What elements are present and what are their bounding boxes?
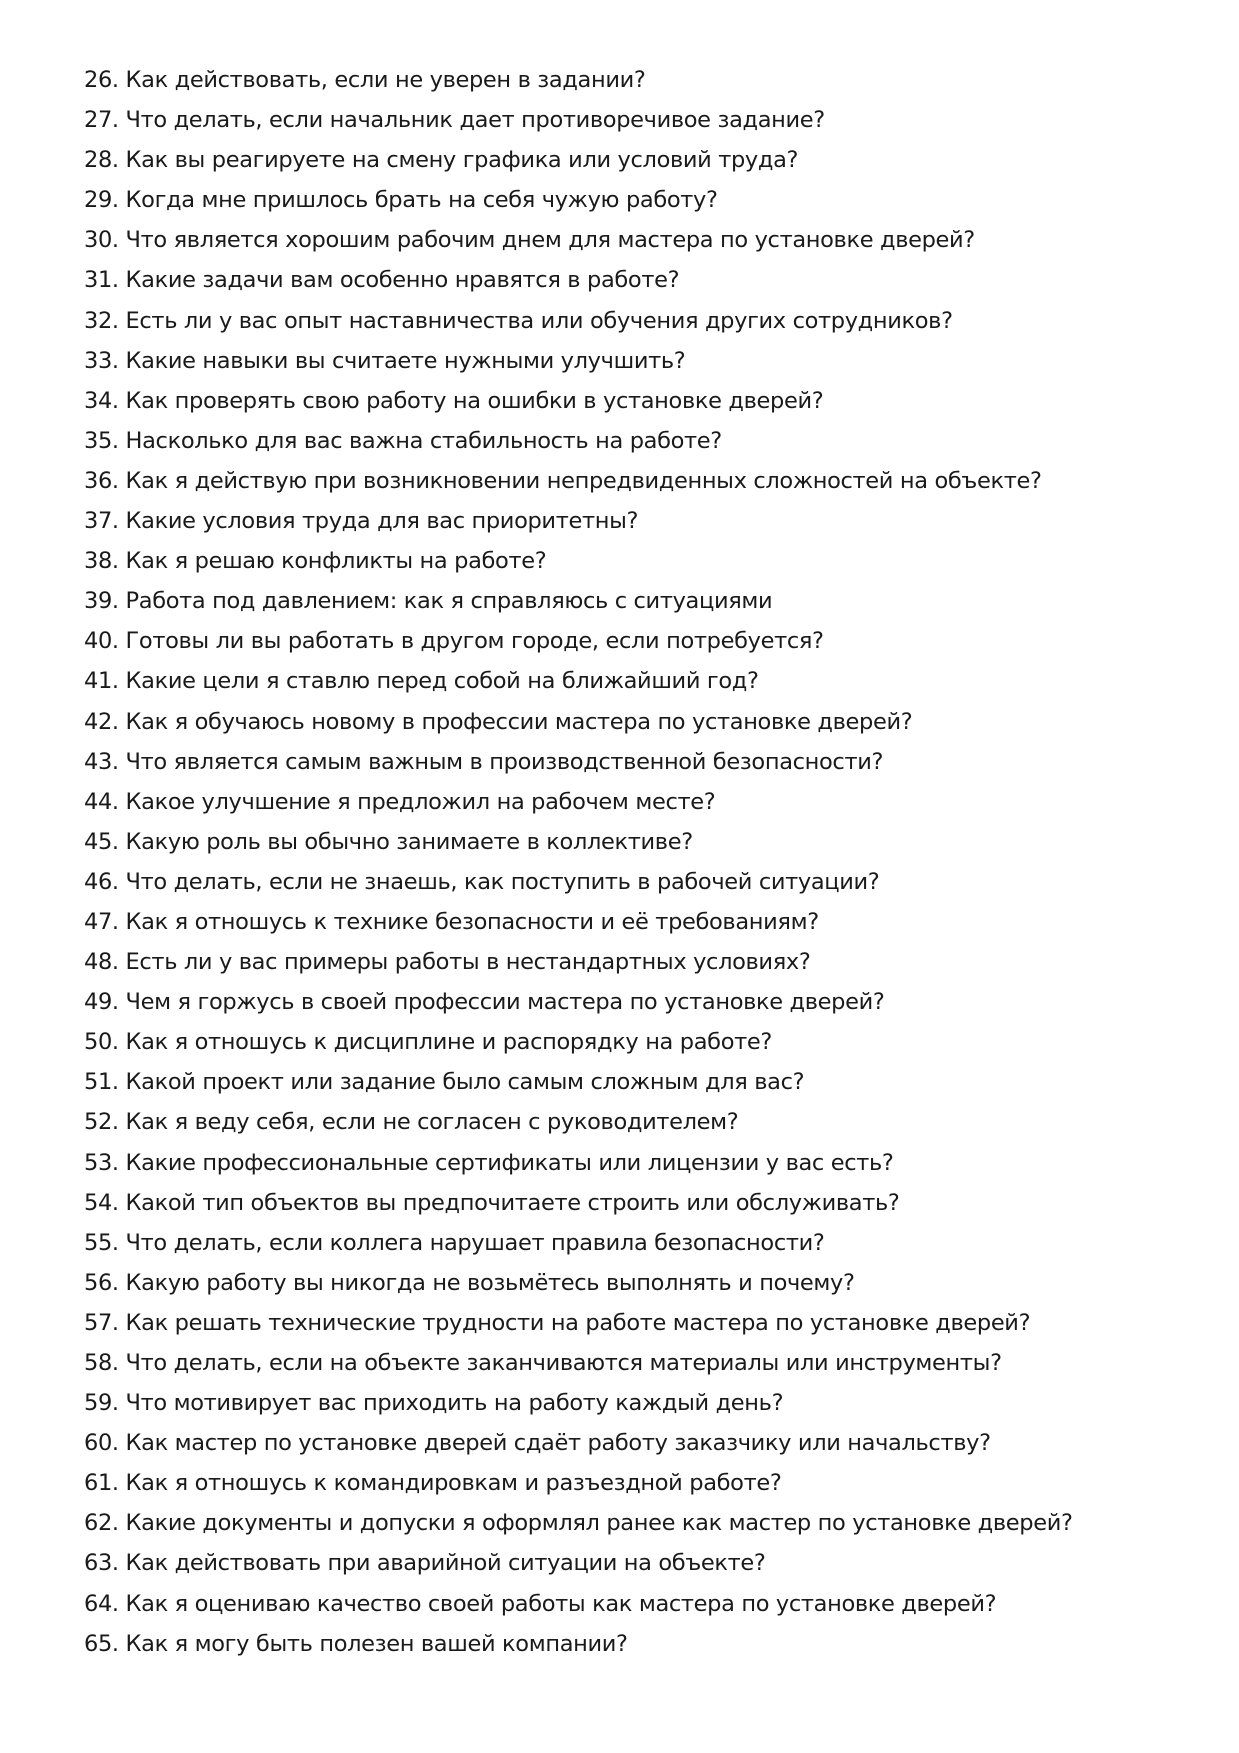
list-item: [84, 1102, 1073, 1142]
question-number: 44.: [84, 788, 119, 815]
question-number: 34.: [84, 387, 119, 414]
question-text: Как я обучаюсь новому в профессии мастера по установке дверей?: [125, 708, 913, 735]
question-text: Какие условия труда для вас приоритетны?: [125, 508, 639, 535]
question-number: 61.: [84, 1470, 119, 1497]
question-text: Чем я горжусь в своей профессии мастера по установке дверей?: [125, 989, 885, 1016]
question-number: 53.: [84, 1149, 119, 1176]
list-item: [84, 140, 1073, 180]
list-item: [84, 381, 1073, 421]
question-text: Как я оцениваю качество своей работы как мастера по установке дверей?: [125, 1590, 997, 1617]
question-number: 60.: [84, 1430, 119, 1457]
list-item: [84, 822, 1073, 862]
question-number: 64.: [84, 1590, 119, 1617]
list-item: [84, 1062, 1073, 1102]
list-item: [84, 742, 1073, 782]
list-item: [84, 1263, 1073, 1303]
question-number: 38.: [84, 548, 119, 575]
question-text: Как мастер по установке дверей сдаёт работу заказчику или начальству?: [125, 1430, 991, 1457]
list-item: [84, 100, 1073, 140]
question-number: 37.: [84, 508, 119, 535]
question-number: 29.: [84, 187, 119, 214]
question-text: Что делать, если коллега нарушает правила безопасности?: [125, 1229, 825, 1256]
question-text: Как решать технические трудности на работе мастера по установке дверей?: [125, 1309, 1031, 1336]
list-item: [84, 501, 1073, 541]
question-text: Какие навыки вы считаете нужными улучшить?: [125, 347, 686, 374]
list-item: [84, 461, 1073, 501]
question-number: 36.: [84, 467, 119, 494]
list-item: [84, 1463, 1073, 1503]
question-text: Какую роль вы обычно занимаете в коллективе?: [125, 828, 693, 855]
question-number: 50.: [84, 1029, 119, 1056]
question-text: Какой тип объектов вы предпочитаете строить или обслуживать?: [125, 1189, 900, 1216]
question-text: Что делать, если не знаешь, как поступить в рабочей ситуации?: [125, 868, 880, 895]
question-number: 47.: [84, 908, 119, 935]
question-text: Как проверять свою работу на ошибки в установке дверей?: [125, 387, 824, 414]
question-text: Есть ли у вас опыт наставничества или обучения других сотрудников?: [125, 307, 953, 334]
question-number: 43.: [84, 748, 119, 775]
list-item: [84, 581, 1073, 621]
list-item: [84, 782, 1073, 822]
question-number: 33.: [84, 347, 119, 374]
list-item: [84, 982, 1073, 1022]
list-item: [84, 942, 1073, 982]
question-number: 48.: [84, 949, 119, 976]
question-text: Есть ли у вас примеры работы в нестандартных условиях?: [125, 949, 811, 976]
list-item: [84, 1183, 1073, 1223]
question-text: Что делать, если начальник дает противоречивое задание?: [125, 107, 825, 134]
question-number: 45.: [84, 828, 119, 855]
question-number: 59.: [84, 1390, 119, 1417]
question-number: 27.: [84, 107, 119, 134]
list-item: [84, 1143, 1073, 1183]
question-text: Как я веду себя, если не согласен с руководителем?: [125, 1109, 739, 1136]
question-text: Что мотивирует вас приходить на работу каждый день?: [125, 1390, 784, 1417]
list-item: [84, 1624, 1073, 1664]
question-text: Как действовать, если не уверен в задании?: [125, 67, 646, 93]
question-number: 30.: [84, 227, 119, 254]
list-item: [84, 301, 1073, 341]
question-text: Какие документы и допуски я оформлял ранее как мастер по установке дверей?: [125, 1510, 1073, 1537]
question-number: 31.: [84, 267, 119, 294]
list-item: [84, 702, 1073, 742]
question-text: Какие задачи вам особенно нравятся в работе?: [125, 267, 680, 294]
question-number: 52.: [84, 1109, 119, 1136]
question-number: 28.: [84, 147, 119, 174]
question-number: 63.: [84, 1550, 119, 1577]
question-text: Готовы ли вы работать в другом городе, если потребуется?: [125, 628, 824, 655]
question-number: 65.: [84, 1630, 119, 1657]
question-number: 57.: [84, 1309, 119, 1336]
question-number: 32.: [84, 307, 119, 334]
question-text: Что делать, если на объекте заканчиваются материалы или инструменты?: [125, 1350, 1002, 1376]
list-item: [84, 260, 1073, 300]
list-item: [84, 862, 1073, 902]
question-number: 54.: [84, 1189, 119, 1216]
list-item: [84, 1383, 1073, 1423]
question-text: Как действовать при аварийной ситуации на объекте?: [125, 1550, 766, 1577]
question-number: 46.: [84, 868, 119, 895]
list-item: [84, 1223, 1073, 1263]
question-number: 55.: [84, 1229, 119, 1256]
list-item: [84, 60, 1073, 100]
question-text: Как вы реагируете на смену графика или условий труда?: [125, 147, 799, 174]
question-text: Насколько для вас важна стабильность на работе?: [125, 427, 722, 454]
list-item: [84, 661, 1073, 701]
question-text: Как я отношусь к технике безопасности и её требованиям?: [125, 908, 819, 935]
question-text: Какие профессиональные сертификаты или лицензии у вас есть?: [125, 1149, 894, 1176]
question-text: Что является самым важным в производственной безопасности?: [125, 748, 884, 775]
question-number: 49.: [84, 989, 119, 1016]
list-item: [84, 621, 1073, 661]
question-number: 39.: [84, 588, 119, 615]
question-text: Работа под давлением: как я справляюсь с ситуациями: [125, 588, 773, 615]
question-text: Как я отношусь к дисциплине и распорядку на работе?: [125, 1029, 772, 1056]
question-number: 42.: [84, 708, 119, 735]
list-item: [84, 1303, 1073, 1343]
question-number: 26.: [84, 67, 119, 93]
question-number: 51.: [84, 1069, 119, 1096]
list-item: [84, 180, 1073, 220]
list-item: [84, 541, 1073, 581]
question-text: Какое улучшение я предложил на рабочем месте?: [125, 788, 716, 815]
question-text: Какие цели я ставлю перед собой на ближайший год?: [125, 668, 759, 695]
question-text: Как я отношусь к командировкам и разъездной работе?: [125, 1470, 782, 1497]
list-item: [84, 220, 1073, 260]
question-number: 56.: [84, 1269, 119, 1296]
question-text: Что является хорошим рабочим днем для мастера по установке дверей?: [125, 227, 975, 254]
list-item: [84, 902, 1073, 942]
list-item: [84, 1543, 1073, 1583]
list-item: [84, 1022, 1073, 1062]
question-number: 62.: [84, 1510, 119, 1537]
question-text: Какой проект или задание было самым сложным для вас?: [125, 1069, 805, 1096]
question-number: 58.: [84, 1350, 119, 1376]
question-number: 35.: [84, 427, 119, 454]
question-text: Когда мне пришлось брать на себя чужую работу?: [125, 187, 718, 214]
question-number: 41.: [84, 668, 119, 695]
list-item: [84, 1584, 1073, 1624]
question-number: 40.: [84, 628, 119, 655]
list-item: [84, 341, 1073, 381]
list-item: [84, 421, 1073, 461]
list-item: [84, 1503, 1073, 1543]
question-text: Как я могу быть полезен вашей компании?: [125, 1630, 628, 1657]
question-text: Как я решаю конфликты на работе?: [125, 548, 547, 575]
question-list: [84, 60, 1073, 1664]
question-text: Как я действую при возникновении непредвиденных сложностей на объекте?: [125, 467, 1042, 494]
list-item: [84, 1423, 1073, 1463]
list-item: [84, 1343, 1073, 1383]
question-text: Какую работу вы никогда не возьмётесь выполнять и почему?: [125, 1269, 855, 1296]
